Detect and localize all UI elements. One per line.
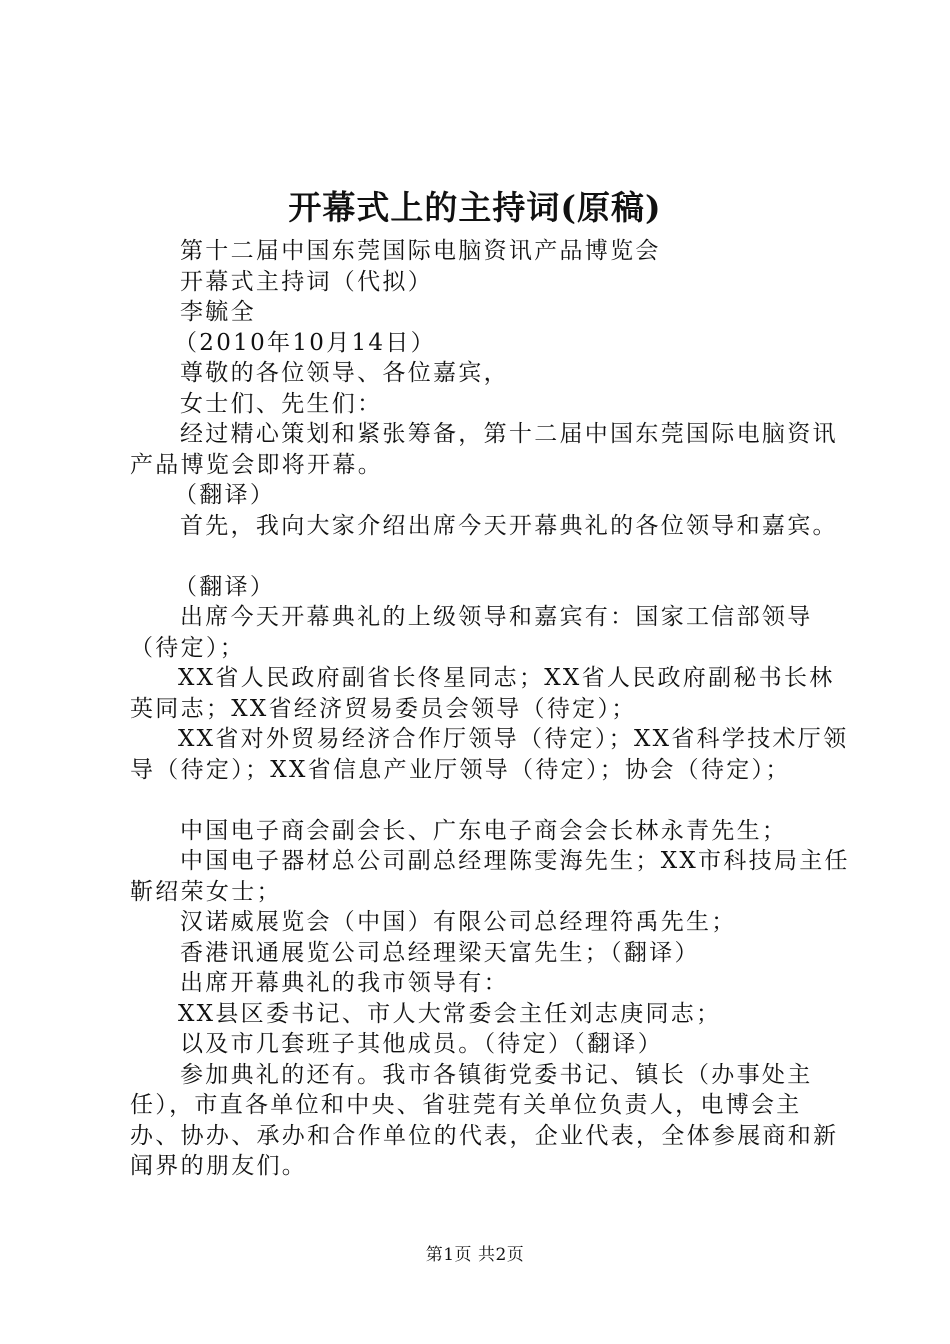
paragraph-other-members: 以及市几套班子其他成员。（待定）（翻译） xyxy=(180,1031,663,1057)
paragraph-guest-chen: 中国电子器材总公司副总经理陈雯海先生；XX市科技局主任靳绍荣女士； xyxy=(130,848,850,905)
paragraph-guests-province-1: XX省人民政府副省长佟星同志；XX省人民政府副秘书长林英同志；XX省经济贸易委员会领导（待定）； xyxy=(130,665,835,722)
page-number: 第1页 共2页 xyxy=(425,1245,525,1265)
paragraph-guests-intro: 出席今天开幕典礼的上级领导和嘉宾有：国家工信部领导（待定）； xyxy=(130,604,813,661)
paragraph-guests-province-2: XX省对外贸易经济合作厅领导（待定）；XX省科学技术厅领导（待定）；XX省信息产业厅领导（待定）；协会（待定）； xyxy=(130,726,849,783)
paragraph-translate-1: （翻译） xyxy=(174,482,276,508)
paragraph-opening: 经过精心策划和紧张筹备，第十二届中国东莞国际电脑资讯产品博览会即将开幕。 xyxy=(130,421,838,478)
paragraph-salutation-2: 女士们、先生们： xyxy=(180,390,383,417)
page-title: 开幕式上的主持词(原稿) xyxy=(288,188,662,227)
paragraph-guest-liang: 香港讯通展览公司总经理梁天富先生；（翻译） xyxy=(180,939,700,966)
paragraph-date: （2010年10月14日） xyxy=(174,329,436,356)
paragraph-guest-fu: 汉诺威展览会（中国）有限公司总经理符禹先生； xyxy=(180,909,737,935)
paragraph-city-leaders: 出席开幕典礼的我市领导有： xyxy=(180,970,509,996)
blank-line xyxy=(130,541,850,572)
paragraph-expo-name: 第十二届中国东莞国际电脑资讯产品博览会 xyxy=(180,238,661,264)
paragraph-author: 李毓全 xyxy=(180,299,256,325)
blank-line xyxy=(130,785,850,816)
paragraph-introduction: 首先，我向大家介绍出席今天开幕典礼的各位领导和嘉宾。 xyxy=(180,512,838,539)
document-body xyxy=(130,236,850,1182)
paragraph-subtitle: 开幕式主持词（代拟） xyxy=(180,268,433,295)
paragraph-guest-lin: 中国电子商会副会长、广东电子商会会长林永青先生； xyxy=(180,817,788,844)
paragraph-salutation: 尊敬的各位领导、各位嘉宾， xyxy=(180,360,509,386)
paragraph-translate-2: （翻译） xyxy=(174,573,276,600)
paragraph-attendees: 参加典礼的还有。我市各镇街党委书记、镇长（办事处主任），市直各单位和中央、省驻莞有关单位负责人，电博会主办、协办、承办和合作单位的代表，企业代表，全体参展商和新闻界的朋友们。 xyxy=(130,1061,839,1179)
paragraph-city-leader-liu: XX县区委书记、市人大常委会主任刘志庚同志； xyxy=(178,1000,722,1027)
